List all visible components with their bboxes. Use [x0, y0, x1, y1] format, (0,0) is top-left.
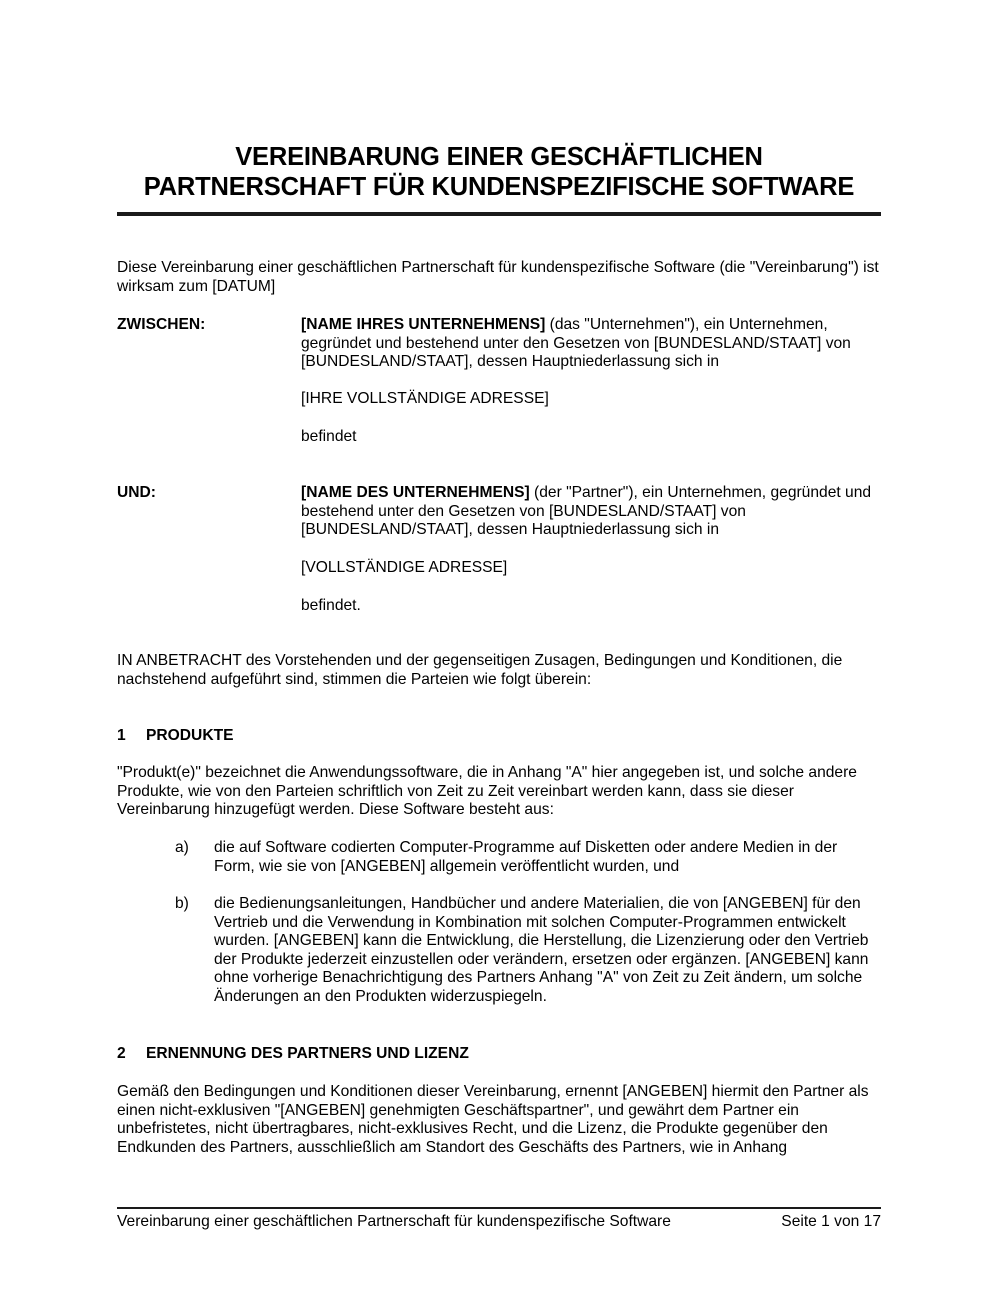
section-title: ERNENNUNG DES PARTNERS UND LIZENZ	[146, 1045, 469, 1062]
section-number: 1	[117, 727, 126, 744]
party-details: (das "Unternehmen"), ein Unternehmen, gegründet und bestehend unter den Gesetzen von [BUNDESLAND/STAAT] von [BUNDESLAND/STAAT], dessen Hauptniederlassung sich in	[301, 316, 851, 370]
party-closing: befindet.	[301, 597, 361, 614]
title-divider	[117, 212, 881, 216]
page-number: Seite 1 von 17	[781, 1213, 881, 1230]
section-heading-1	[117, 727, 234, 746]
section-1-body: "Produkt(e)" bezeichnet die Anwendungssoftware, die in Anhang "A" hier angegeben ist, und solche andere Produkte, wie von den Parteien schriftlich von Zeit zu Zeit vereinbart werden kann, dass sie dieser Vereinbarung hinzugefügt werden. Diese Software besteht aus:	[117, 764, 857, 818]
section-heading-2	[117, 1045, 469, 1064]
document-title	[117, 142, 881, 202]
list-marker: a)	[175, 839, 189, 856]
party-address: [VOLLSTÄNDIGE ADRESSE]	[301, 559, 508, 576]
section-2-body: Gemäß den Bedingungen und Konditionen dieser Vereinbarung, ernennt [ANGEBEN] hiermit den Partner als einen nicht-exklusiven "[ANGEBEN] genehmigten Geschäftspartner", und gewährt dem Partner ein unbefristetes, nicht übertragbares, nicht-exklusives Recht, und die Lizenz, die Produkte gegenüber den Endkunden des Partners, ausschließlich am Standort des Geschäfts des Partners, wie in Anhang	[117, 1083, 869, 1156]
party-label-und: UND:	[117, 484, 156, 501]
party-name: [NAME IHRES UNTERNEHMENS]	[301, 316, 546, 333]
title-line-1: VEREINBARUNG EINER GESCHÄFTLICHEN	[235, 143, 763, 171]
title-line-2: PARTNERSCHAFT FÜR KUNDENSPEZIFISCHE SOFTWARE	[143, 173, 855, 201]
document-page	[117, 0, 881, 1290]
section-number: 2	[117, 1045, 126, 1062]
list-marker: b)	[175, 895, 189, 912]
party-name: [NAME DES UNTERNEHMENS]	[301, 484, 530, 501]
footer-title: Vereinbarung einer geschäftlichen Partnerschaft für kundenspezifische Software	[117, 1213, 671, 1230]
party-details: (der "Partner"), ein Unternehmen, gegründet und bestehend unter den Gesetzen von [BUNDESLAND/STAAT] von [BUNDESLAND/STAAT], dessen Hauptniederlassung sich in	[301, 484, 872, 538]
party-closing: befindet	[301, 428, 357, 445]
party-description-partner	[301, 484, 881, 540]
party-description-company	[301, 316, 881, 372]
footer-divider	[117, 1207, 881, 1209]
recital-paragraph: IN ANBETRACHT des Vorstehenden und der gegenseitigen Zusagen, Bedingungen und Konditionen, die nachstehend aufgeführt sind, stimmen die Parteien wie folgt überein:	[117, 652, 843, 688]
list-item: die auf Software codierten Computer-Programme auf Disketten oder andere Medien in der Form, wie sie von [ANGEBEN] allgemein veröffentlicht wurden, und	[214, 839, 838, 875]
list-item: die Bedienungsanleitungen, Handbücher und andere Materialien, die von [ANGEBEN] für den Vertrieb und die Verwendung in Kombination mit solchen Computer-Programmen entwickelt wurden. [ANGEBEN] kann die Entwicklung, die Herstellung, die Lizenzierung oder den Vertrieb der Produkte jederzeit einzustellen oder verändern, ersetzen oder ergänzen. [ANGEBEN] kann ohne vorherige Benachrichtigung des Partners Anhang "A" von Zeit zu Zeit ändern, um solche Änderungen an den Produkten widerzuspiegeln.	[214, 895, 869, 1005]
party-label-zwischen: ZWISCHEN:	[117, 316, 206, 333]
intro-paragraph: Diese Vereinbarung einer geschäftlichen Partnerschaft für kundenspezifische Software (die "Vereinbarung") ist wirksam zum [DATUM]	[117, 259, 879, 295]
party-address: [IHRE VOLLSTÄNDIGE ADRESSE]	[301, 390, 549, 407]
section-title: PRODUKTE	[146, 727, 234, 744]
